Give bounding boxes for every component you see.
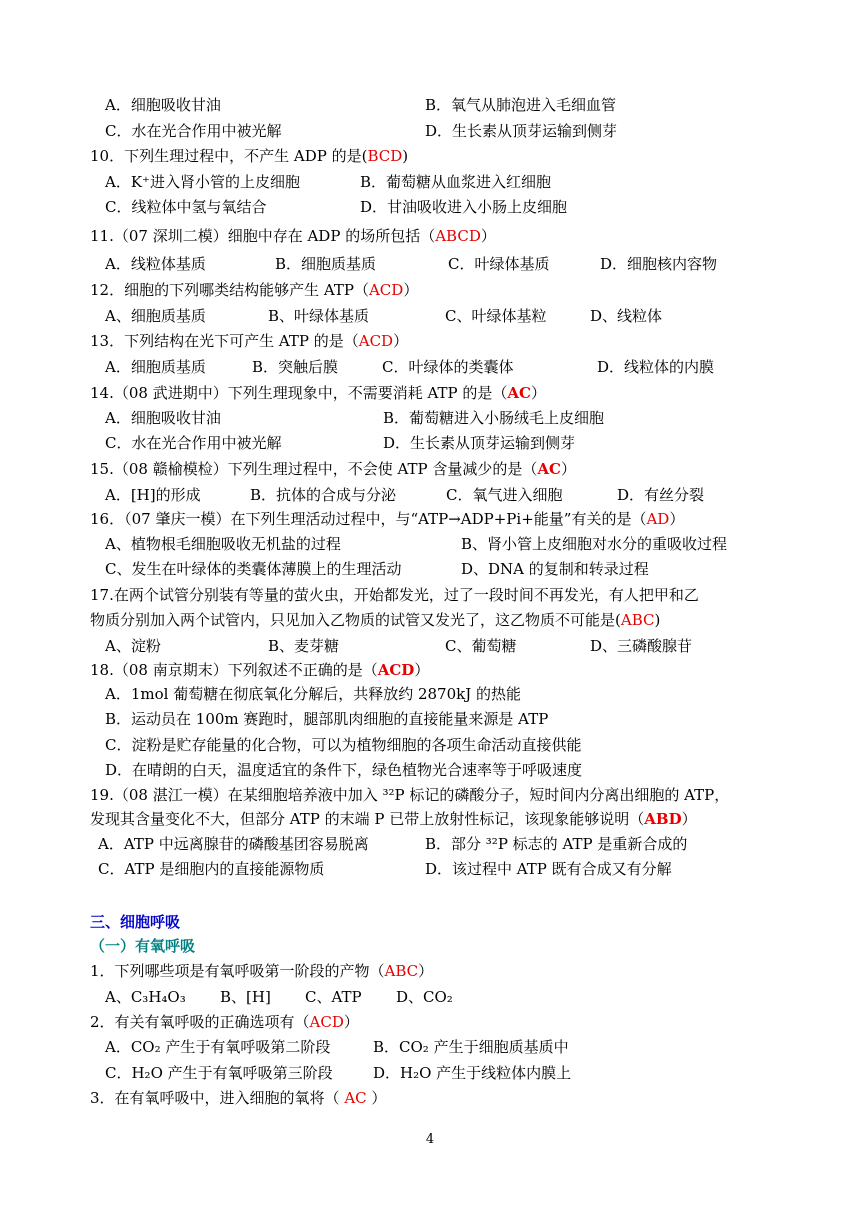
text-line: [105, 197, 266, 217]
text-line: [105, 559, 401, 579]
text-line: [105, 357, 206, 377]
answer-key: ACD: [309, 1013, 344, 1031]
text-line: [90, 280, 418, 300]
text-line: [590, 636, 692, 656]
line-tail: ）: [681, 810, 697, 828]
text-line: [373, 1063, 571, 1083]
answer-key: AC: [344, 1089, 367, 1107]
answer-key: ABCD: [435, 227, 481, 245]
line-text: C、叶绿体基粒: [445, 307, 547, 325]
text-line: [425, 834, 687, 854]
line-text: 11.（07 深圳二模）细胞中存在 ADP 的场所包括（: [90, 227, 436, 245]
line-text: D．线粒体的内膜: [597, 358, 715, 376]
line-text: A．细胞质基质: [105, 358, 206, 376]
answer-key: AD: [646, 510, 670, 528]
text-line: [275, 254, 376, 274]
text-line: [90, 1012, 359, 1032]
text-line: [90, 331, 408, 351]
text-line: [617, 485, 704, 505]
text-line: [105, 735, 581, 755]
text-line: [396, 987, 453, 1007]
line-text: 物质分别加入两个试管内，只见加入乙物质的试管又发光了，这乙物质不可能是(: [90, 611, 621, 629]
page-number: 4: [425, 1132, 435, 1147]
line-text: B、[H]: [220, 988, 271, 1006]
text-line: [383, 433, 575, 453]
line-text: 10．下列生理过程中，不产生 ADP 的是(: [90, 147, 368, 165]
line-tail: ): [654, 611, 661, 629]
text-line: [383, 408, 604, 428]
line-tail: ）: [560, 460, 576, 478]
text-line: [360, 197, 567, 217]
text-line: [105, 987, 186, 1007]
text-line: [373, 1037, 569, 1057]
text-line: [90, 226, 496, 246]
line-text: A．K⁺进入肾小管的上皮细胞: [105, 173, 300, 191]
answer-key: BCD: [367, 147, 403, 165]
text-line: [105, 254, 206, 274]
line-text: 14.（08 武进期中）下列生理现象中，不需要消耗 ATP 的是（: [90, 384, 508, 402]
text-line: [425, 859, 672, 879]
text-line: [105, 408, 221, 428]
line-text: B．部分 ³²P 标志的 ATP 是重新合成的: [425, 835, 688, 853]
text-line: [105, 636, 161, 656]
line-text: B．突触后膜: [252, 358, 339, 376]
text-line: [382, 357, 513, 377]
text-line: [105, 1063, 333, 1083]
line-tail: ）: [530, 384, 546, 402]
text-line: [105, 485, 201, 505]
text-line: [252, 357, 338, 377]
text-line: [90, 146, 408, 166]
line-text: （一）有氧呼吸: [90, 937, 196, 955]
line-text: B、麦芽糖: [268, 637, 340, 655]
line-text: 17.在两个试管分别装有等量的萤火虫，开始都发光，过了一段时间不再发光，有人把甲和乙: [90, 586, 699, 604]
line-text: 13．下列结构在光下可产生 ATP 的是（: [90, 332, 359, 350]
line-text: C、葡萄糖: [445, 637, 517, 655]
text-line: [90, 610, 660, 630]
text-line: [90, 660, 429, 680]
text-line: [105, 172, 300, 192]
text-line: [90, 1088, 386, 1108]
text-line: [448, 254, 549, 274]
text-line: [90, 459, 576, 479]
line-text: C、发生在叶绿体的类囊体薄膜上的生理活动: [105, 560, 402, 578]
line-text: C．淀粉是贮存能量的化合物，可以为植物细胞的各项生命活动直接供能: [105, 736, 582, 754]
text-line: [360, 172, 551, 192]
text-line: [268, 306, 369, 326]
text-line: [105, 121, 281, 141]
line-text: A．细胞吸收甘油: [105, 409, 221, 427]
line-text: C．水在光合作用中被光解: [105, 122, 282, 140]
line-text: B．葡萄糖从血浆进入红细胞: [360, 173, 552, 191]
text-line: [597, 357, 714, 377]
line-text: 三、细胞呼吸: [90, 913, 181, 931]
text-line: [220, 987, 271, 1007]
text-line: [90, 785, 729, 805]
text-line: [445, 636, 516, 656]
line-text: 3．在有氧呼吸中，进入细胞的氧将（: [90, 1089, 345, 1107]
line-text: C．H₂O 产生于有氧呼吸第三阶段: [105, 1064, 333, 1082]
line-text: A．CO₂ 产生于有氧呼吸第二阶段: [105, 1038, 331, 1056]
line-tail: ）: [343, 1013, 359, 1031]
text-line: [600, 254, 717, 274]
text-line: [445, 306, 546, 326]
answer-key: ABC: [620, 611, 655, 629]
line-text: C．氧气进入细胞: [446, 486, 563, 504]
text-line: [105, 1037, 330, 1057]
text-line: [90, 509, 684, 529]
line-text: D、三磷酸腺苷: [590, 637, 693, 655]
line-text: 15.（08 赣榆模检）下列生理过程中，不会使 ATP 含量减少的是（: [90, 460, 538, 478]
line-text: A、细胞质基质: [105, 307, 206, 325]
line-text: B、叶绿体基质: [268, 307, 370, 325]
line-text: D．在晴朗的白天，温度适宜的条件下，绿色植物光合速率等于呼吸速度: [105, 761, 583, 779]
line-text: B．CO₂ 产生于细胞质基质中: [373, 1038, 569, 1056]
text-line: [105, 95, 221, 115]
line-text: D．有丝分裂: [617, 486, 705, 504]
text-line: [90, 809, 697, 829]
line-tail: ）: [418, 962, 434, 980]
line-text: B．氧气从肺泡进入毛细血管: [425, 96, 617, 114]
answer-key: ACD: [377, 661, 415, 679]
text-line: [425, 121, 617, 141]
text-line: [446, 485, 562, 505]
answer-key: ACD: [368, 281, 404, 299]
line-tail: ）: [669, 510, 685, 528]
text-line: [425, 95, 616, 115]
text-line: [105, 684, 521, 704]
line-text: 16．（07 肇庆一模）在下列生理活动过程中，与“ATP→ADP+Pi+能量”有关的是（: [90, 510, 647, 528]
text-line: [268, 636, 339, 656]
line-text: C．叶绿体的类囊体: [382, 358, 514, 376]
line-text: C．叶绿体基质: [448, 255, 550, 273]
line-text: B．抗体的合成与分泌: [250, 486, 397, 504]
text-line: [90, 585, 699, 605]
line-text: D．该过程中 ATP 既有合成又有分解: [425, 860, 672, 878]
line-text: C．水在光合作用中被光解: [105, 434, 282, 452]
text-line: [105, 433, 281, 453]
line-text: 19.（08 湛江一模）在某细胞培养液中加入 ³²P 标记的磷酸分子，短时间内分离出细胞的 ATP，: [90, 786, 730, 804]
line-tail: ）: [480, 227, 496, 245]
line-text: A、植物根毛细胞吸收无机盐的过程: [105, 535, 341, 553]
line-tail: ）: [366, 1089, 387, 1107]
text-line: [590, 306, 662, 326]
section-heading: [90, 912, 180, 932]
line-text: A、C₃H₄O₃: [105, 988, 186, 1006]
line-text: 发现其含量变化不大，但部分 ATP 的末端 P 已带上放射性标记，该现象能够说明（: [90, 810, 645, 828]
line-text: B．葡萄糖进入小肠绒毛上皮细胞: [383, 409, 605, 427]
text-line: [105, 709, 548, 729]
text-line: [98, 834, 369, 854]
line-tail: ): [402, 147, 409, 165]
line-text: A．细胞吸收甘油: [105, 96, 221, 114]
line-text: A、淀粉: [105, 637, 161, 655]
line-text: A．线粒体基质: [105, 255, 206, 273]
line-text: B．细胞质基质: [275, 255, 377, 273]
line-text: D、DNA 的复制和转录过程: [461, 560, 649, 578]
line-tail: ）: [393, 332, 409, 350]
line-text: D．生长素从顶芽运输到侧芽: [383, 434, 576, 452]
text-line: [305, 987, 362, 1007]
line-tail: ）: [403, 281, 419, 299]
line-tail: ）: [414, 661, 430, 679]
line-text: B、肾小管上皮细胞对水分的重吸收过程: [461, 535, 728, 553]
line-text: D．H₂O 产生于线粒体内膜上: [373, 1064, 572, 1082]
answer-key: ACD: [358, 332, 394, 350]
subsection-heading: [90, 936, 195, 956]
answer-key: ABD: [644, 810, 682, 828]
line-text: C．线粒体中氢与氧结合: [105, 198, 267, 216]
line-text: D．细胞核内容物: [600, 255, 718, 273]
text-line: [90, 961, 433, 981]
answer-key: ABC: [384, 962, 419, 980]
text-line: [105, 534, 341, 554]
line-text: 2．有关有氧呼吸的正确选项有（: [90, 1013, 310, 1031]
line-text: A．[H]的形成: [105, 486, 201, 504]
text-line: [250, 485, 396, 505]
line-text: D．生长素从顶芽运输到侧芽: [425, 122, 618, 140]
answer-key: AC: [507, 384, 531, 402]
line-text: 12．细胞的下列哪类结构能够产生 ATP（: [90, 281, 369, 299]
text-line: [461, 534, 727, 554]
answer-key: AC: [537, 460, 561, 478]
line-text: D．甘油吸收进入小肠上皮细胞: [360, 198, 568, 216]
line-text: D、线粒体: [590, 307, 663, 325]
line-text: D、CO₂: [396, 988, 453, 1006]
text-line: [105, 306, 206, 326]
text-line: [461, 559, 649, 579]
line-text: 1．下列哪些项是有氧呼吸第一阶段的产物（: [90, 962, 385, 980]
line-text: B．运动员在 100m 赛跑时，腿部肌肉细胞的直接能量来源是 ATP: [105, 710, 549, 728]
line-text: C、ATP: [305, 988, 362, 1006]
text-line: [90, 383, 546, 403]
line-text: 18.（08 南京期末）下列叙述不正确的是（: [90, 661, 378, 679]
text-line: [98, 859, 324, 879]
line-text: A．1mol 葡萄糖在彻底氧化分解后，共释放约 2870kJ 的热能: [105, 685, 522, 703]
line-text: C．ATP 是细胞内的直接能源物质: [98, 860, 325, 878]
line-text: A．ATP 中远离腺苷的磷酸基团容易脱离: [98, 835, 369, 853]
text-line: [105, 760, 582, 780]
